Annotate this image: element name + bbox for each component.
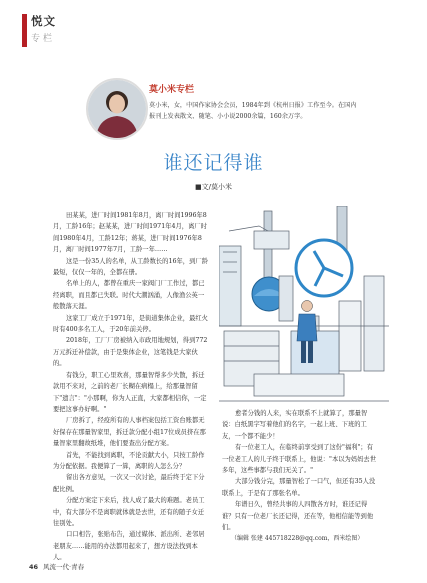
paragraph: 愈者分钱的人来，实在联系不上就算了，那量智说：白纸黑字写着他们的名字，一起上班、下班的工友，一个都不能少！ — [222, 410, 368, 440]
paragraph: 有一位老工人，在临终前享受到了这份"福利"；有一位老工人的儿子终于联系上，他说："本以为妈妈去世多年，这些事都与我们无关了。" — [222, 444, 377, 475]
paragraph: 首先，不能找到离职，不论贡献大小，只按工龄作为分配依据。我便算了一算，离职的人怎么分？ — [53, 451, 205, 470]
factory-illustration — [219, 206, 389, 406]
section-subtitle: 专栏 — [31, 34, 56, 44]
page-footer — [29, 562, 84, 571]
magazine-name: 风流一代·青春 — [43, 563, 85, 571]
paragraph: 年谱日久，曾经共事的人四散各方时，谁还记得谁？只有一位老厂长还记得，还在等，他相信能等到他们。 — [222, 501, 374, 532]
editor-credit: （编辑 张建 445718228@qq.com，西米绘图） — [231, 535, 364, 542]
paragraph: 分配方案定下来后，找人成了最大的难题。老员工中，有大部分不是离职就体就是去世，还有的随子女迁往别处。 — [53, 497, 205, 527]
paragraph: 名单上的人，都曾在重庆一家阀门厂工作过，都已经离职，而且都已失联。时代大潮汹涌，人像渔公英一般散落天涯。 — [53, 280, 205, 311]
paragraph: 2018年，工厂厂房被纳入市政用地规划，得到772万元拆迁补偿款，由于是集体企业，这笔钱是大家伙的。 — [53, 337, 208, 368]
author-bio: 莫小米，女，中国作家协会会员，1984年到《杭州日报》工作至今。在国内报刊上发表散文、随笔、小小说2000余篇，160余万字。 — [149, 102, 357, 120]
paragraph: 这是一份35人的名单，从工龄数长的16年，到厂龄最短，仅仅一年的，全都在册。 — [53, 257, 208, 277]
page-number: 46 — [29, 563, 39, 571]
paragraph: 田某某，进厂时间1981年8月，离厂时间1996年8月，工龄16年；赵某某，进厂时间1971年4月，离厂时间1980年4月，工龄12年；蒋某，进厂时间1976年8月，离厂时间1977年7月，工龄一年…… — [53, 212, 207, 254]
article-body-left — [53, 210, 210, 564]
paragraph: 留出各方意见，一次又一次讨论，最后终于定下分配比例。 — [53, 474, 205, 493]
paragraph: 这家工厂成立于1971年，是街道集体企业，最红火时有400多名工人，于20年前关停。 — [53, 314, 208, 334]
paragraph: 厂房拆了，经疫所有的人事档案包括工资台账都无好保存在那量智家里，拆迁款分配小组17位成员挤在那量智家里翻故纸堆，他们要查出分配方案。 — [53, 417, 206, 448]
column-title: 莫小米专栏 — [149, 85, 195, 95]
author-avatar — [86, 78, 148, 140]
paragraph: 大部分钱分完，那量智松了一口气，但还有35人没联系上，于是有了那张名单。 — [222, 478, 376, 497]
article-byline: ■文/莫小米 — [195, 183, 232, 191]
article-body-right — [222, 408, 379, 533]
author-profile — [86, 78, 358, 142]
paragraph: 有钱分，职工心里欢喜，那量智帮多少失散，拆迁款用不来对，之前的老厂长糊在病榻上，给那量智留下"遗言"："小那啊，你为人正直，大家都相信你，一定要把这事办好啊。" — [53, 371, 207, 413]
section-title: 悦文 — [31, 14, 56, 28]
article-title: 谁还记得谁 — [163, 152, 264, 174]
section-accent-bar — [22, 14, 27, 47]
paragraph: 口口相告，张贴布告，通过媒体、派出所、老邻居老朋友……能用的办法都用起来了，想方设法找到本人。 — [53, 531, 205, 562]
